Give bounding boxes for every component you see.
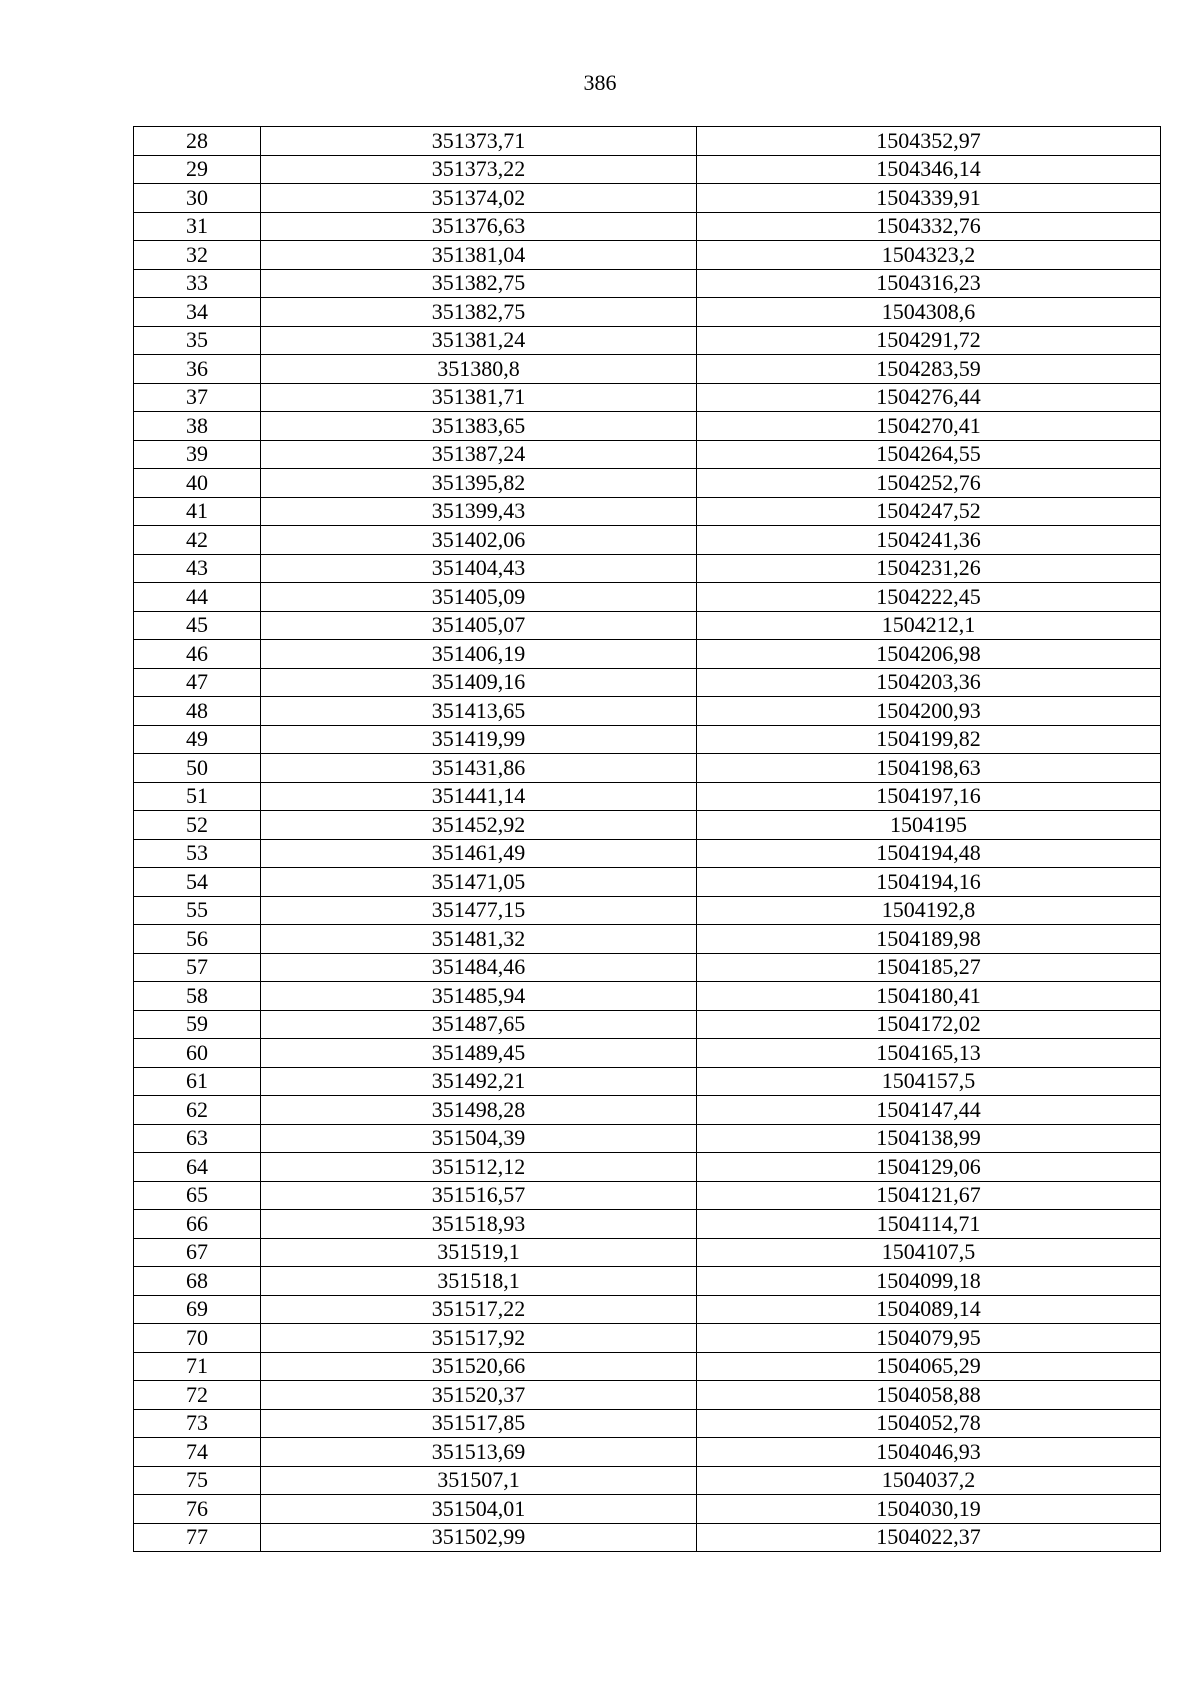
x-coordinate-cell: 351504,39 [261,1124,697,1153]
x-coordinate-cell: 351399,43 [261,497,697,526]
point-number-cell: 40 [134,469,261,498]
table-row [134,1267,1161,1296]
y-coordinate-cell: 1504079,95 [697,1324,1161,1353]
table-row [134,1324,1161,1353]
table-row [134,668,1161,697]
y-coordinate-cell: 1504157,5 [697,1067,1161,1096]
point-number-cell: 32 [134,241,261,270]
point-number-cell: 43 [134,554,261,583]
x-coordinate-cell: 351484,46 [261,953,697,982]
table-row [134,1438,1161,1467]
y-coordinate-cell: 1504291,72 [697,326,1161,355]
point-number-cell: 41 [134,497,261,526]
point-number-cell: 46 [134,640,261,669]
table-row [134,1096,1161,1125]
y-coordinate-cell: 1504197,16 [697,782,1161,811]
y-coordinate-cell: 1504332,76 [697,212,1161,241]
point-number-cell: 74 [134,1438,261,1467]
x-coordinate-cell: 351517,22 [261,1295,697,1324]
point-number-cell: 36 [134,355,261,384]
y-coordinate-cell: 1504323,2 [697,241,1161,270]
point-number-cell: 33 [134,269,261,298]
point-number-cell: 66 [134,1210,261,1239]
table-row [134,868,1161,897]
x-coordinate-cell: 351376,63 [261,212,697,241]
table-row [134,155,1161,184]
x-coordinate-cell: 351518,93 [261,1210,697,1239]
point-number-cell: 58 [134,982,261,1011]
point-number-cell: 61 [134,1067,261,1096]
table-row [134,1409,1161,1438]
point-number-cell: 69 [134,1295,261,1324]
y-coordinate-cell: 1504165,13 [697,1039,1161,1068]
x-coordinate-cell: 351517,85 [261,1409,697,1438]
table-row [134,497,1161,526]
table-row [134,640,1161,669]
x-coordinate-cell: 351485,94 [261,982,697,1011]
x-coordinate-cell: 351520,66 [261,1352,697,1381]
y-coordinate-cell: 1504194,48 [697,839,1161,868]
point-number-cell: 35 [134,326,261,355]
x-coordinate-cell: 351380,8 [261,355,697,384]
page-number: 386 [583,70,617,95]
point-number-cell: 77 [134,1523,261,1552]
table-row [134,184,1161,213]
table-row [134,1181,1161,1210]
point-number-cell: 48 [134,697,261,726]
table-row [134,1067,1161,1096]
x-coordinate-cell: 351492,21 [261,1067,697,1096]
y-coordinate-cell: 1504247,52 [697,497,1161,526]
table-row [134,1466,1161,1495]
x-coordinate-cell: 351387,24 [261,440,697,469]
point-number-cell: 73 [134,1409,261,1438]
point-number-cell: 34 [134,298,261,327]
point-number-cell: 72 [134,1381,261,1410]
x-coordinate-cell: 351395,82 [261,469,697,498]
point-number-cell: 68 [134,1267,261,1296]
table-row [134,725,1161,754]
x-coordinate-cell: 351498,28 [261,1096,697,1125]
x-coordinate-cell: 351481,32 [261,925,697,954]
x-coordinate-cell: 351471,05 [261,868,697,897]
table-row [134,241,1161,270]
point-number-cell: 45 [134,611,261,640]
y-coordinate-cell: 1504058,88 [697,1381,1161,1410]
point-number-cell: 47 [134,668,261,697]
y-coordinate-cell: 1504276,44 [697,383,1161,412]
y-coordinate-cell: 1504185,27 [697,953,1161,982]
x-coordinate-cell: 351406,19 [261,640,697,669]
y-coordinate-cell: 1504052,78 [697,1409,1161,1438]
y-coordinate-cell: 1504200,93 [697,697,1161,726]
y-coordinate-cell: 1504189,98 [697,925,1161,954]
point-number-cell: 54 [134,868,261,897]
point-number-cell: 42 [134,526,261,555]
table-row [134,896,1161,925]
x-coordinate-cell: 351381,24 [261,326,697,355]
point-number-cell: 30 [134,184,261,213]
y-coordinate-cell: 1504107,5 [697,1238,1161,1267]
y-coordinate-cell: 1504172,02 [697,1010,1161,1039]
x-coordinate-cell: 351431,86 [261,754,697,783]
x-coordinate-cell: 351409,16 [261,668,697,697]
coordinates-table-body [134,127,1161,1552]
x-coordinate-cell: 351452,92 [261,811,697,840]
table-row [134,127,1161,156]
table-row [134,1039,1161,1068]
y-coordinate-cell: 1504194,16 [697,868,1161,897]
x-coordinate-cell: 351373,71 [261,127,697,156]
point-number-cell: 64 [134,1153,261,1182]
x-coordinate-cell: 351404,43 [261,554,697,583]
table-row [134,583,1161,612]
x-coordinate-cell: 351382,75 [261,269,697,298]
y-coordinate-cell: 1504037,2 [697,1466,1161,1495]
x-coordinate-cell: 351520,37 [261,1381,697,1410]
table-row [134,1495,1161,1524]
table-row [134,1238,1161,1267]
table-row [134,1210,1161,1239]
x-coordinate-cell: 351513,69 [261,1438,697,1467]
x-coordinate-cell: 351487,65 [261,1010,697,1039]
point-number-cell: 29 [134,155,261,184]
point-number-cell: 53 [134,839,261,868]
table-row [134,1381,1161,1410]
table-row [134,839,1161,868]
x-coordinate-cell: 351383,65 [261,412,697,441]
point-number-cell: 62 [134,1096,261,1125]
y-coordinate-cell: 1504252,76 [697,469,1161,498]
y-coordinate-cell: 1504283,59 [697,355,1161,384]
y-coordinate-cell: 1504339,91 [697,184,1161,213]
x-coordinate-cell: 351413,65 [261,697,697,726]
point-number-cell: 31 [134,212,261,241]
y-coordinate-cell: 1504270,41 [697,412,1161,441]
y-coordinate-cell: 1504264,55 [697,440,1161,469]
point-number-cell: 59 [134,1010,261,1039]
table-row [134,811,1161,840]
table-row [134,326,1161,355]
coordinates-table [133,126,1161,1552]
y-coordinate-cell: 1504198,63 [697,754,1161,783]
point-number-cell: 37 [134,383,261,412]
table-row [134,355,1161,384]
table-row [134,269,1161,298]
x-coordinate-cell: 351477,15 [261,896,697,925]
y-coordinate-cell: 1504147,44 [697,1096,1161,1125]
table-row [134,782,1161,811]
y-coordinate-cell: 1504138,99 [697,1124,1161,1153]
x-coordinate-cell: 351489,45 [261,1039,697,1068]
y-coordinate-cell: 1504241,36 [697,526,1161,555]
table-row [134,1295,1161,1324]
point-number-cell: 39 [134,440,261,469]
point-number-cell: 52 [134,811,261,840]
x-coordinate-cell: 351381,71 [261,383,697,412]
x-coordinate-cell: 351381,04 [261,241,697,270]
table-row [134,1010,1161,1039]
y-coordinate-cell: 1504199,82 [697,725,1161,754]
x-coordinate-cell: 351419,99 [261,725,697,754]
y-coordinate-cell: 1504308,6 [697,298,1161,327]
point-number-cell: 70 [134,1324,261,1353]
table-row [134,925,1161,954]
point-number-cell: 50 [134,754,261,783]
table-row [134,383,1161,412]
y-coordinate-cell: 1504089,14 [697,1295,1161,1324]
y-coordinate-cell: 1504099,18 [697,1267,1161,1296]
point-number-cell: 75 [134,1466,261,1495]
y-coordinate-cell: 1504129,06 [697,1153,1161,1182]
point-number-cell: 71 [134,1352,261,1381]
x-coordinate-cell: 351502,99 [261,1523,697,1552]
y-coordinate-cell: 1504206,98 [697,640,1161,669]
table-row [134,754,1161,783]
point-number-cell: 63 [134,1124,261,1153]
y-coordinate-cell: 1504212,1 [697,611,1161,640]
x-coordinate-cell: 351507,1 [261,1466,697,1495]
y-coordinate-cell: 1504046,93 [697,1438,1161,1467]
point-number-cell: 65 [134,1181,261,1210]
table-row [134,440,1161,469]
point-number-cell: 60 [134,1039,261,1068]
x-coordinate-cell: 351441,14 [261,782,697,811]
point-number-cell: 55 [134,896,261,925]
x-coordinate-cell: 351519,1 [261,1238,697,1267]
point-number-cell: 76 [134,1495,261,1524]
table-row [134,469,1161,498]
table-row [134,298,1161,327]
point-number-cell: 28 [134,127,261,156]
point-number-cell: 57 [134,953,261,982]
table-row [134,982,1161,1011]
y-coordinate-cell: 1504203,36 [697,668,1161,697]
y-coordinate-cell: 1504195 [697,811,1161,840]
y-coordinate-cell: 1504114,71 [697,1210,1161,1239]
y-coordinate-cell: 1504121,67 [697,1181,1161,1210]
point-number-cell: 56 [134,925,261,954]
y-coordinate-cell: 1504192,8 [697,896,1161,925]
x-coordinate-cell: 351402,06 [261,526,697,555]
x-coordinate-cell: 351517,92 [261,1324,697,1353]
table-row [134,1153,1161,1182]
y-coordinate-cell: 1504352,97 [697,127,1161,156]
table-row [134,1352,1161,1381]
table-row [134,953,1161,982]
table-row [134,526,1161,555]
y-coordinate-cell: 1504180,41 [697,982,1161,1011]
y-coordinate-cell: 1504346,14 [697,155,1161,184]
x-coordinate-cell: 351504,01 [261,1495,697,1524]
x-coordinate-cell: 351512,12 [261,1153,697,1182]
y-coordinate-cell: 1504231,26 [697,554,1161,583]
point-number-cell: 51 [134,782,261,811]
x-coordinate-cell: 351518,1 [261,1267,697,1296]
y-coordinate-cell: 1504065,29 [697,1352,1161,1381]
y-coordinate-cell: 1504022,37 [697,1523,1161,1552]
y-coordinate-cell: 1504316,23 [697,269,1161,298]
table-row [134,554,1161,583]
y-coordinate-cell: 1504030,19 [697,1495,1161,1524]
y-coordinate-cell: 1504222,45 [697,583,1161,612]
point-number-cell: 38 [134,412,261,441]
x-coordinate-cell: 351405,07 [261,611,697,640]
table-row [134,697,1161,726]
x-coordinate-cell: 351374,02 [261,184,697,213]
x-coordinate-cell: 351373,22 [261,155,697,184]
x-coordinate-cell: 351382,75 [261,298,697,327]
table-row [134,1124,1161,1153]
table-row [134,212,1161,241]
point-number-cell: 67 [134,1238,261,1267]
point-number-cell: 49 [134,725,261,754]
table-row [134,412,1161,441]
x-coordinate-cell: 351516,57 [261,1181,697,1210]
x-coordinate-cell: 351405,09 [261,583,697,612]
table-row [134,611,1161,640]
table-row [134,1523,1161,1552]
x-coordinate-cell: 351461,49 [261,839,697,868]
point-number-cell: 44 [134,583,261,612]
